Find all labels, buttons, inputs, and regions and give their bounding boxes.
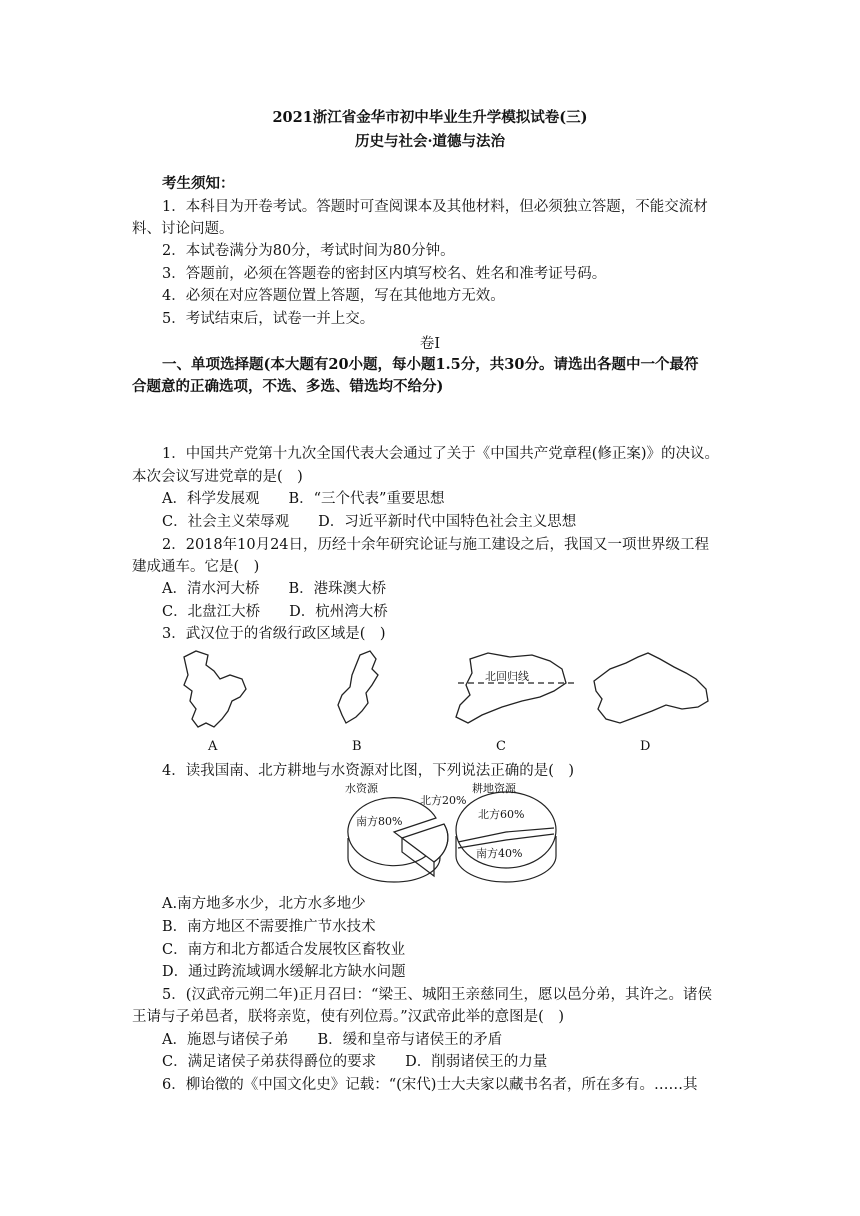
notice-heading: 考生须知：	[162, 175, 235, 192]
question-4-option-b: B．南方地区不需要推广节水技术	[162, 919, 376, 935]
question-4-option-c: C．南方和北方都适合发展牧区畜牧业	[162, 942, 406, 958]
land-north-label: 北方60%	[478, 808, 525, 821]
land-south-label: 南方40%	[476, 847, 523, 860]
question-2-stem: 2．2018年10月24日，历经十余年研究论证与施工建设之后，我国又一项世界级工程	[162, 537, 710, 553]
map-label-a: A	[208, 739, 218, 754]
map-b-outline	[338, 651, 378, 723]
notice-item: 3．答题前，必须在答题卷的密封区内填写校名、姓名和准考证号码。	[162, 266, 607, 282]
question-2-options: A．清水河大桥 B．港珠澳大桥	[162, 581, 387, 597]
map-a-outline	[184, 651, 246, 727]
water-north-label: 北方20%	[420, 794, 467, 807]
question-5-options: A．施恩与诸侯子弟 B．缓和皇帝与诸侯王的矛盾	[162, 1032, 503, 1048]
question-5-stem-cont: 王请与子弟邑者，朕将亲览，使有列位焉。”汉武帝此举的意图是( )	[132, 1009, 564, 1025]
question-4-option-d: D．通过跨流域调水缓解北方缺水问题	[162, 964, 406, 980]
section-heading-cont: 合题意的正确选项，不选、多选、错选均不给分)	[132, 378, 444, 395]
map-label-c: C	[496, 739, 506, 754]
question-3-stem: 3．武汉位于的省级行政区域是( )	[162, 626, 386, 642]
exam-subtitle: 历史与社会·道德与法治	[354, 133, 506, 150]
question-1-options: C．社会主义荣辱观 D．习近平新时代中国特色社会主义思想	[162, 514, 577, 530]
province-maps	[170, 645, 730, 745]
map-label-d: D	[640, 739, 651, 754]
question-4-stem: 4．读我国南、北方耕地与水资源对比图，下列说法正确的是( )	[162, 763, 575, 779]
map-d-outline	[594, 653, 708, 723]
notice-item: 2．本试卷满分为80分，考试时间为80分钟。	[162, 243, 455, 259]
notice-item: 1．本科目为开卷考试。答题时可查阅课本及其他材料，但必须独立答题，不能交流材	[162, 199, 708, 215]
question-1-options: A．科学发展观 B．“三个代表”重要思想	[162, 491, 445, 507]
notice-item: 料、讨论问题。	[132, 221, 234, 237]
notice-item: 4．必须在对应答题位置上答题，写在其他地方无效。	[162, 288, 505, 304]
map-c-outline	[456, 653, 566, 723]
notice-item: 5．考试结束后，试卷一并上交。	[162, 311, 375, 327]
question-2-stem-cont: 建成通车。它是( )	[132, 559, 260, 575]
section-heading: 一、单项选择题(本大题有20小题，每小题1.5分，共30分。请选出各题中一个最符	[162, 356, 699, 373]
water-chart-title: 水资源	[345, 782, 378, 795]
water-south-label: 南方80%	[356, 815, 403, 828]
question-5-options: C．满足诸侯子弟获得爵位的要求 D．削弱诸侯王的力量	[162, 1054, 548, 1070]
tropic-label: 北回归线	[485, 670, 529, 683]
question-6-stem: 6．柳诒徵的《中国文化史》记载：“(宋代)士大夫家以藏书名者，所在多有。……其	[162, 1077, 698, 1093]
question-2-options: C．北盘江大桥 D．杭州湾大桥	[162, 604, 388, 620]
question-5-stem: 5．(汉武帝元朔二年)正月召曰：“梁王、城阳王亲慈同生，愿以邑分弟，其许之。诸侯	[162, 987, 712, 1003]
question-1-stem: 1．中国共产党第十九次全国代表大会通过了关于《中国共产党章程(修正案)》的决议。	[162, 446, 720, 462]
map-label-b: B	[352, 739, 362, 754]
exam-title: 2021浙江省金华市初中毕业生升学模拟试卷(三)	[272, 109, 588, 126]
land-chart-title: 耕地资源	[472, 782, 516, 795]
question-1-stem-cont: 本次会议写进党章的是( )	[132, 469, 303, 485]
question-4-option-a: A.南方地多水少，北方水多地少	[162, 896, 366, 912]
volume-label: 卷Ⅰ	[419, 336, 441, 352]
